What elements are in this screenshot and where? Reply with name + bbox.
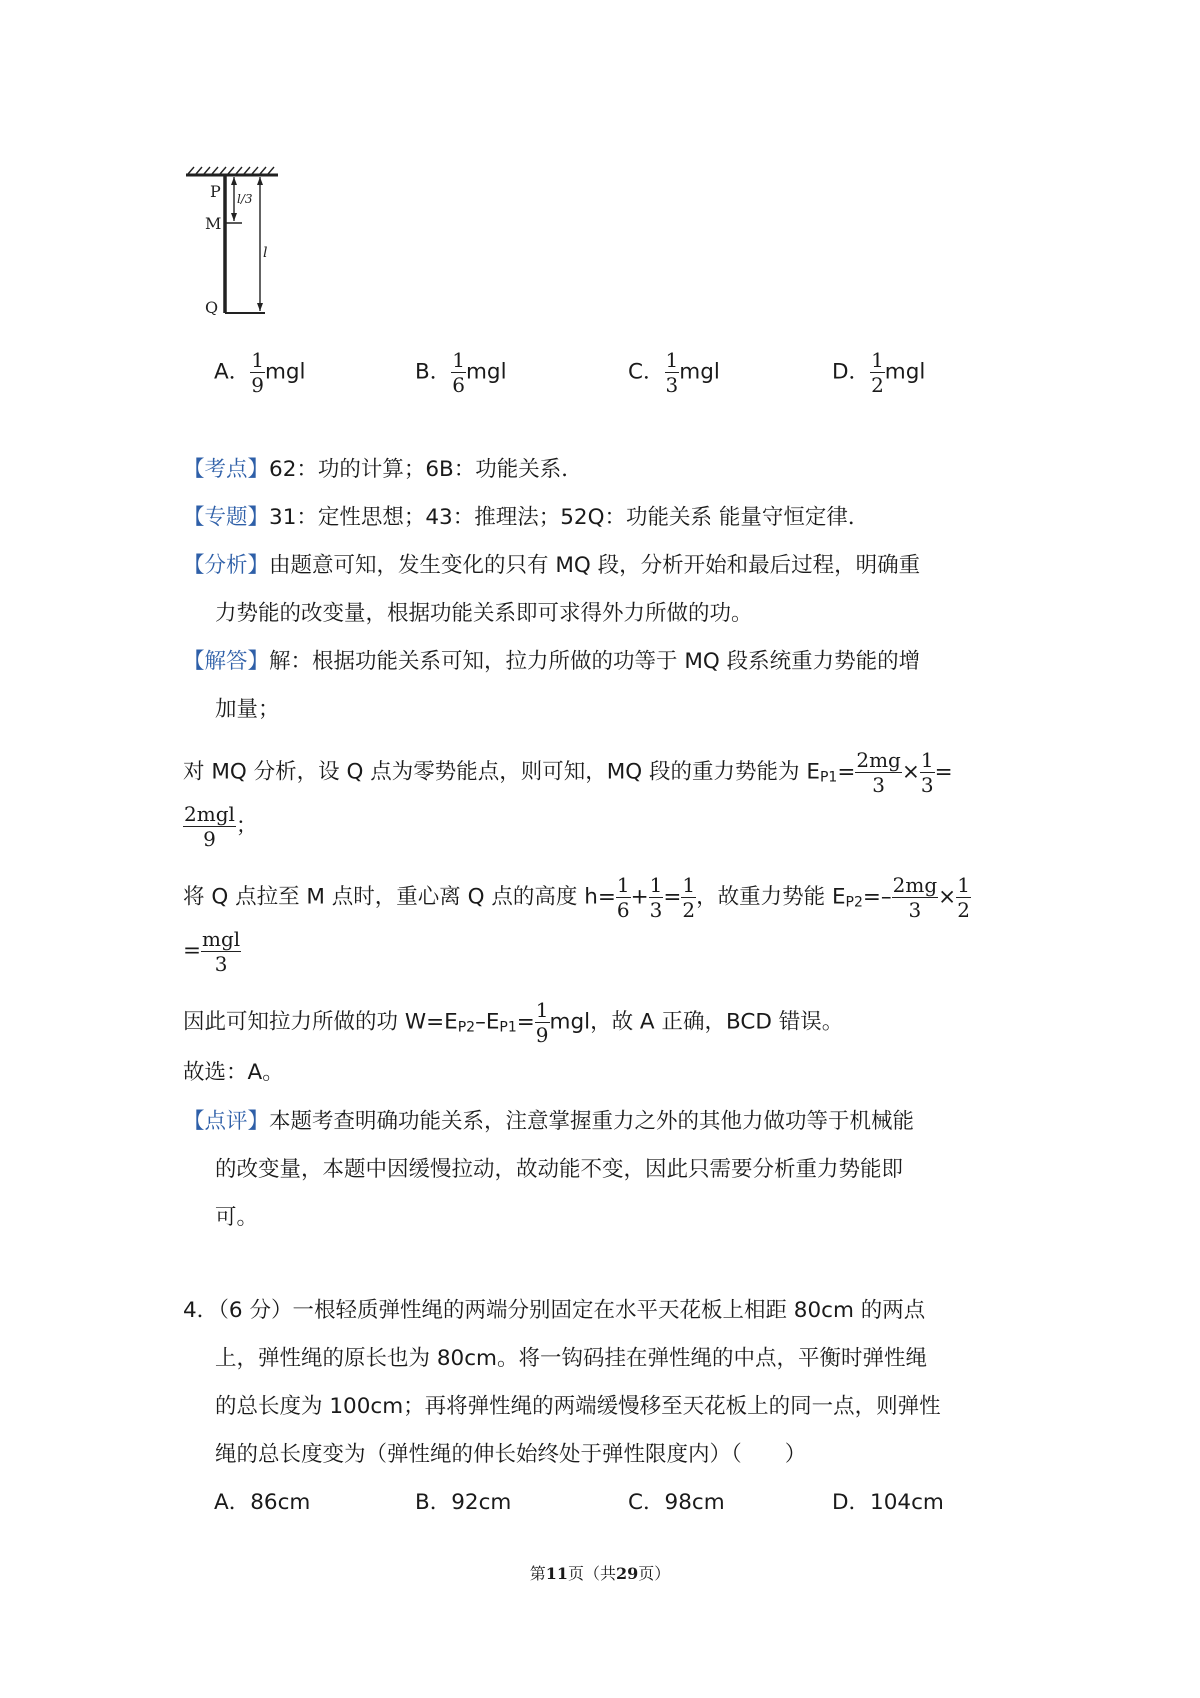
fenxi-tag: 【分析】 — [183, 553, 270, 578]
label-m: M — [205, 214, 222, 233]
ep1-result: $\frac{\text{2mgl}}{9}$ ； — [184, 802, 258, 851]
q4-option-a: A．86cm — [214, 1490, 311, 1515]
zhuanti-tag: 【专题】 — [183, 505, 270, 530]
label-length: l — [263, 245, 268, 261]
dianping-tag: 【点评】 — [183, 1109, 270, 1134]
q3-option-a: A． $\frac{1}{9}$ mgl — [214, 348, 306, 397]
q4-option-c: C．98cm — [628, 1490, 725, 1515]
work-line: 因此可知拉力所做的功 $W=E_{P2}-E_{P1}=$ $\frac{1}{9}$ mgl，故 A 正确，BCD 错误。 — [183, 998, 844, 1047]
jieda-line2: 加量； — [215, 697, 280, 722]
fenxi-line2: 力势能的改变量，根据功能关系即可求得外力所做的功。 — [215, 601, 753, 626]
kaodian-tag: 【考点】 — [183, 457, 270, 482]
fenxi-line1: 【分析】由题意可知，发生变化的只有 MQ 段，分析开始和最后过程，明确重 — [183, 553, 921, 578]
q3-option-c: C． $\frac{1}{3}$ mgl — [628, 348, 720, 397]
q4-option-d: D．104cm — [832, 1490, 944, 1515]
answer-line: 故选：A。 — [183, 1060, 284, 1085]
jieda-tag: 【解答】 — [183, 649, 270, 674]
jieda-line1: 【解答】解：根据功能关系可知，拉力所做的功等于 MQ 段系统重力势能的增 — [183, 649, 921, 674]
current-page: 11 — [545, 1564, 568, 1583]
ep2-result: = $\frac{\text{mgl}}{3}$ — [183, 927, 241, 976]
label-third: l/3 — [237, 192, 253, 206]
label-p: P — [210, 182, 221, 201]
page-footer: 第11页（共29页） — [529, 1564, 671, 1583]
q4-option-b: B．92cm — [415, 1490, 512, 1515]
ep2-line: 将 Q 点拉至 M 点时，重心离 Q 点的高度 h= $\frac{1}{6}$ + $\frac{1}{3}$ = $\frac{1}{2}$ ，故重力势能 $E_{P2}=-$ $\frac{2mg}{3}$ × $\frac{1}{2}$ — [183, 873, 970, 922]
q4-line4: 绳的总长度变为（弹性绳的伸长始终处于弹性限度内）（ ） — [215, 1442, 807, 1467]
q3-option-d: D． $\frac{1}{2}$ mgl — [832, 348, 926, 397]
ep1-line: 对 MQ 分析，设 Q 点为零势能点，则可知，MQ 段的重力势能为 $E_{P1}=$ $\frac{2mg}{3}$ × $\frac{1}{3}$ = — [183, 748, 953, 797]
kaodian-line: 【考点】62：功的计算；6B：功能关系． — [183, 457, 583, 482]
zhuanti-line: 【专题】31：定性思想；43：推理法；52Q：功能关系 能量守恒定律． — [183, 505, 870, 530]
hanging-rope-figure — [180, 165, 280, 315]
label-q: Q — [205, 298, 219, 315]
dianping-line2: 的改变量，本题中因缓慢拉动，故动能不变，因此只需要分析重力势能即 — [215, 1157, 904, 1182]
dianping-line1: 【点评】本题考查明确功能关系，注意掌握重力之外的其他力做功等于机械能 — [183, 1109, 915, 1134]
q4-line3: 的总长度为 100cm；再将弹性绳的两端缓慢移至天花板上的同一点，则弹性 — [215, 1394, 941, 1419]
q3-option-b: B． $\frac{1}{6}$ mgl — [415, 348, 507, 397]
q4-line2: 上，弹性绳的原长也为 80cm。将一钩码挂在弹性绳的中点，平衡时弹性绳 — [215, 1346, 927, 1371]
total-pages: 29 — [616, 1564, 639, 1583]
q4-line1: 4．（6 分）一根轻质弹性绳的两端分别固定在水平天花板上相距 80cm 的两点 — [183, 1298, 926, 1323]
dianping-line3: 可。 — [215, 1205, 259, 1230]
